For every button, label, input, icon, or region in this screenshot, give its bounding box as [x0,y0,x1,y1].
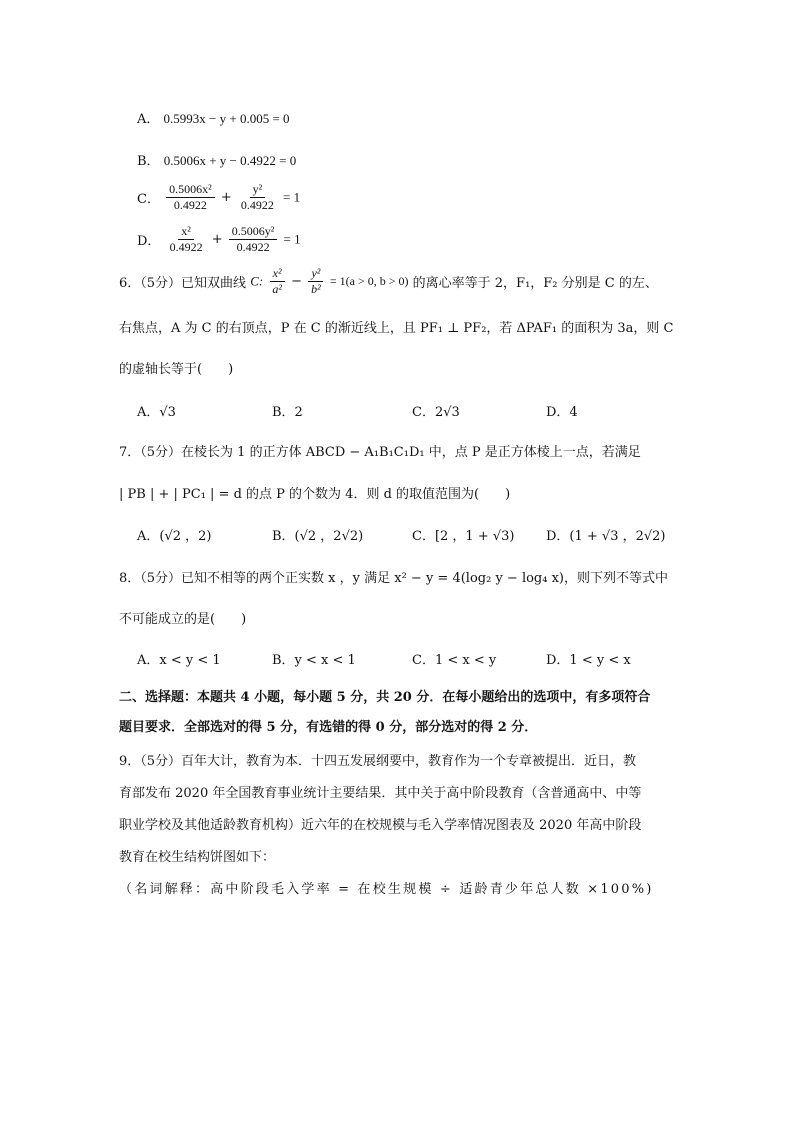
q6-frac1: $\frac{\text{x²}}{\text{a²}}$ [269,266,285,297]
q6-prefix: 6．（5分）已知双曲线 [119,276,247,291]
q6-option-d: D．4 [546,405,578,420]
q6-condition: = 1(a > 0, b > 0) [329,274,409,288]
q6-option-a: A．√3 [137,405,176,420]
q5-option-a [137,108,290,127]
q5-option-a-text: 0.5993x − y + 0.005 = 0 [163,111,290,126]
q9-definition: （名词解释：高中阶段毛入学率 = 在校生规模 ÷ 适龄青少年总人数 ×100%) [119,882,654,897]
q8-option-a: A．x < y < 1 [137,653,221,668]
q9-line-1: 9．（5分）百年大计，教育为本．十四五发展纲要中，教育作为一个专章被提出．近日，教 [119,754,637,769]
q5-option-c-frac2: $\frac{\text{y²}}{0.4922}$ [240,182,274,212]
q8-option-d: D．1 < y < x [546,653,631,668]
q6-line-1: 6．（5分）已知双曲线 C: $\frac{\text{x²}}{\text{a²}}$ − $\frac{\text{y²}}{\text{b²}}$ = 1(a > 0, b > 0) 的离心率等于 2，F₁，F₂ 分别是 C 的左、 [119,266,658,296]
q6-line-3: 的虚轴长等于( ) [119,362,234,377]
q5-option-b-text: 0.5006x + y − 0.4922 = 0 [163,153,297,168]
q8-line-2: 不可能成立的是( ) [119,612,247,627]
q6-line1-rest: 的离心率等于 2，F₁，F₂ 分别是 C 的左、 [412,276,658,291]
q8-line-1: 8．（5分）已知不相等的两个正实数 x ，y 满足 x² − y = 4(log₂ y − log₄ x)，则下列不等式中 [119,571,668,586]
q5-option-a-label: A． [137,112,160,127]
q6-curve: C: [250,273,264,289]
q6-option-b: B．2 [272,405,303,420]
q5-option-c-frac1: $\frac{\text{0.5006x²}}{0.4922}$ [166,182,215,213]
q5-option-c-tail: = 1 [283,189,301,205]
q7-line-2: | PB | + | PC₁ | = d 的点 P 的个数为 4．则 d 的取值范围为( ) [119,487,511,502]
q7-option-d: D．(1 + √3 ，2√2) [546,529,666,544]
q9-line-4: 教育在校生结构饼图如下： [119,850,276,865]
q6-line-2: 右焦点，A 为 C 的右顶点，P 在 C 的渐近线上，且 PF₁ ⊥ PF₂，若 ΔPAF₁ 的面积为 3a，则 C [119,321,674,336]
q5-option-d-tail: = 1 [283,231,301,247]
q5-option-c: C． $\frac{\text{0.5006x²}}{0.4922}$ + $\frac{\text{y²}}{0.4922}$ = 1 [137,182,301,212]
q7-option-a: A．(√2 ，2) [137,529,212,544]
q8-option-c: C．1 < x < y [412,653,497,668]
q6-option-c: C．2√3 [412,405,460,420]
q9-line-3: 职业学校及其他适龄教育机构）近六年的在校规模与毛入学率情况图表及 2020 年高中阶段 [119,818,642,833]
q5-option-d-frac2: $\frac{\text{0.5006y²}}{0.4922}$ [229,224,278,255]
section2-heading-line-1: 二、选择题：本题共 4 小题，每小题 5 分，共 20 分．在每小题给出的选项中，有多项符合 [119,690,651,705]
q5-option-b-label: B． [137,154,160,169]
q5-option-d: D． $\frac{\text{x²}}{0.4922}$ + $\frac{\text{0.5006y²}}{0.4922}$ = 1 [137,224,301,254]
q7-option-b: B．(√2 ，2√2) [272,529,364,544]
q5-option-d-frac1: $\frac{\text{x²}}{0.4922}$ [169,224,203,254]
q7-line-1: 7．（5分）在棱长为 1 的正方体 ABCD − A₁B₁C₁D₁ 中，点 P 是正方体棱上一点，若满足 [119,445,641,460]
q6-frac2: $\frac{\text{y²}}{\text{b²}}$ [308,266,324,297]
q9-line-2: 育部发布 2020 年全国教育事业统计主要结果．其中关于高中阶段教育（含普通高中、中等 [119,786,642,801]
q5-option-d-label: D． [137,234,161,249]
q8-option-b: B．y < x < 1 [272,653,356,668]
section2-heading-line-2: 题目要求．全部选对的得 5 分，有选错的得 0 分，部分选对的得 2 分． [119,720,538,735]
q5-option-c-label: C． [137,192,160,207]
q7-option-c: C．[2 ，1 + √3) [412,529,515,544]
q5-option-b [137,150,296,169]
